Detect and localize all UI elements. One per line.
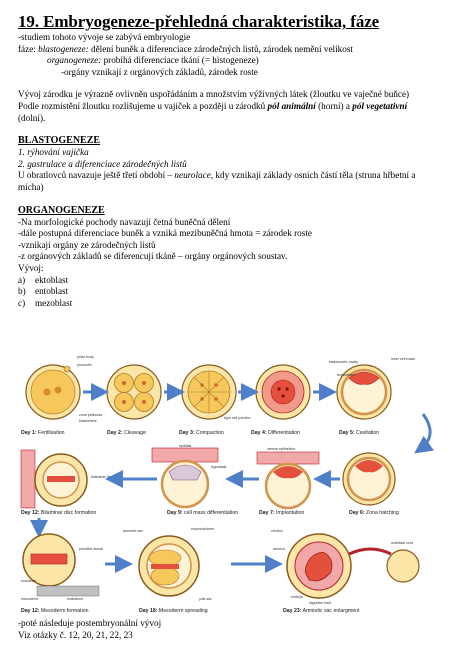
embryo-development-figure [19, 354, 449, 616]
blastogeneze-term: blastogeneze: [38, 43, 89, 54]
stage-compaction [182, 365, 236, 419]
caption-day12-mesoderm: Day 12: Mesoderm formation [21, 608, 89, 614]
caption-day1: Day 1: Fertilisation [21, 430, 65, 436]
neurolace-text-before: U obratlovců navazuje ještě třetí období – [18, 170, 175, 181]
label-trophoblast: trophoblast [337, 373, 355, 377]
label-bilaminar-disc: bilaminar disc [91, 475, 113, 479]
document-page [18, 12, 448, 309]
caption-day7: Day 7: Implantation [259, 510, 305, 516]
label-polar-body: polar body [77, 355, 94, 359]
pole-animal-term: pól animální [267, 100, 316, 111]
label-pronuclei: pronuclei [77, 363, 92, 367]
label-umbilical-cord: umbilical cord [391, 541, 413, 545]
stage-implantation [257, 452, 319, 508]
caption-day12-bilaminar: Day 12: Bilaminar disc formation [21, 510, 97, 516]
stage-bilaminar-disc [21, 450, 87, 508]
caption-day18: Day 18: Mesoderm spreading [139, 608, 208, 614]
label-embryo: embryo [291, 595, 303, 599]
label-zona-pellucida: zona pellucida [79, 413, 102, 417]
caption-day3: Day 3: Compaction [179, 430, 224, 436]
label-endoderm: endoderm [67, 597, 84, 601]
caption-day23: Day 23: Amniotic sac enlargment [283, 608, 360, 614]
label-primitive-streak: primitive streak [79, 547, 104, 551]
label-tight-cell-junction: tight cell junction [224, 416, 251, 420]
list-text: entoblast [35, 286, 69, 297]
organogeneze-line: -Na morfologické pochody navazují četná buněčná dělení [18, 216, 231, 227]
list-text: mezoblast [35, 297, 73, 308]
poles-text-mid: (horní) a [315, 100, 353, 111]
organogeneze-line: -z orgánových základů se diferencují tkáně – orgány orgánových soustav. [18, 251, 288, 262]
caption-day4: Day 4: Differentiation [251, 430, 300, 436]
organogeneze-term: organogeneze: [47, 55, 102, 66]
vyvoj-label: Vývoj: [18, 262, 44, 273]
caption-day5: Day 5: Cavitation [339, 430, 380, 436]
caption-day6: Day 6: Zona hatching [349, 510, 399, 516]
blastogeneze-heading: BLASTOGENEZE [18, 135, 101, 147]
label-chorion: chorion [271, 529, 283, 533]
stage-cleavage [107, 365, 161, 419]
organogeneze-line: -vznikají orgány ze zárodečných listů [18, 239, 156, 250]
label-yolk-sac: yolk sac [199, 597, 212, 601]
neurolace-text-after: , kdy vznikají základy osních částí těla (struna hřbetní a mícha) [18, 170, 416, 192]
list-item [18, 275, 448, 287]
label-uterine-epithelium: uterine epithelium [267, 447, 296, 451]
label-trophectoderm: trophectoderm [191, 527, 215, 531]
organogeneze-line: -dále postupná diferenciace buněk a vzniká mezibuněčná hmota = zárodek roste [18, 228, 312, 239]
list-marker: b) [18, 286, 26, 297]
blastogeneze-desc: dělení buněk a diferenciace zárodečných listů, zárodek nemění velikost [88, 43, 353, 54]
stage-differentiation [256, 365, 310, 419]
label-amniotic-sac: amniotic sac [123, 529, 143, 533]
list-item [18, 298, 448, 310]
paragraph-poles [18, 101, 436, 124]
phase-blastogeneze-line [18, 44, 448, 56]
page-title: 19. Embryogeneze-přehledná charakteristika, fáze [18, 12, 380, 31]
intro-line: -studiem tohoto vývoje se zabývá embryologie [18, 32, 191, 42]
stage-fertilisation [26, 365, 80, 419]
caption-day2: Day 2: Cleavage [107, 430, 146, 436]
stage-mesoderm-formation [23, 534, 99, 596]
paragraph-yolk: Vývoj zárodku je výrazně ovlivněn uspořádáním a množstvím výživných látek (žloutku ve vaječné buňce) [18, 89, 410, 100]
footer-line: -poté následuje postembryonální vývoj [18, 618, 162, 628]
label-mesoderm: mesoderm [21, 597, 38, 601]
caption-day9: Day 9: cell mass differentiation [167, 510, 239, 516]
label-epiblast: epiblast [179, 444, 192, 448]
label-blastomere: blastomere [79, 419, 97, 423]
label-hypoblast: hypoblast [211, 465, 227, 469]
organogeneze-desc-line2: -orgány vznikají z orgánových základů, zárodek roste [61, 66, 258, 77]
label-inner-cell-mass: inner cell mass [391, 357, 415, 361]
stage-cell-mass-differentiation [152, 448, 218, 507]
arrow-icon [419, 414, 430, 450]
label-blastocoelic-cavity: blastocoelic cavity [329, 360, 358, 364]
neurolace-paragraph [18, 170, 436, 193]
list-item [18, 286, 448, 298]
blastogeneze-item-1: 1. rýhování vajíčka [18, 147, 89, 158]
label-digestive-tract: digestive tract [309, 601, 332, 605]
label-amnion: amnion [273, 547, 285, 551]
blastogeneze-item-2: 2. gastrulace a diferenciace zárodečných listů [18, 158, 187, 169]
stage-mesoderm-spreading [139, 536, 199, 596]
list-marker: a) [18, 274, 26, 285]
list-marker: c) [18, 297, 26, 308]
phase-organogeneze-line [18, 55, 448, 67]
organogeneze-desc: probíhá diferenciace tkání (= histogeneze) [101, 55, 259, 66]
footer-reference: Viz otázky č. 12, 20, 21, 22, 23 [18, 629, 133, 640]
poles-text-before: Podle rozmístění žloutku rozlišujeme u vajíček a později u zárodků [18, 100, 268, 111]
label-ectoderm: ectoderm [21, 579, 36, 583]
stage-zona-hatching [343, 453, 395, 505]
phase-label: fáze: [18, 43, 39, 54]
pole-vegetative-term: pól vegetativní [352, 100, 408, 111]
neurolace-term: neurolace [174, 170, 211, 181]
list-text: ektoblast [35, 274, 69, 285]
poles-text-after: (dolní). [18, 112, 46, 123]
organogeneze-heading: ORGANOGENEZE [18, 204, 105, 216]
footer [18, 618, 161, 641]
